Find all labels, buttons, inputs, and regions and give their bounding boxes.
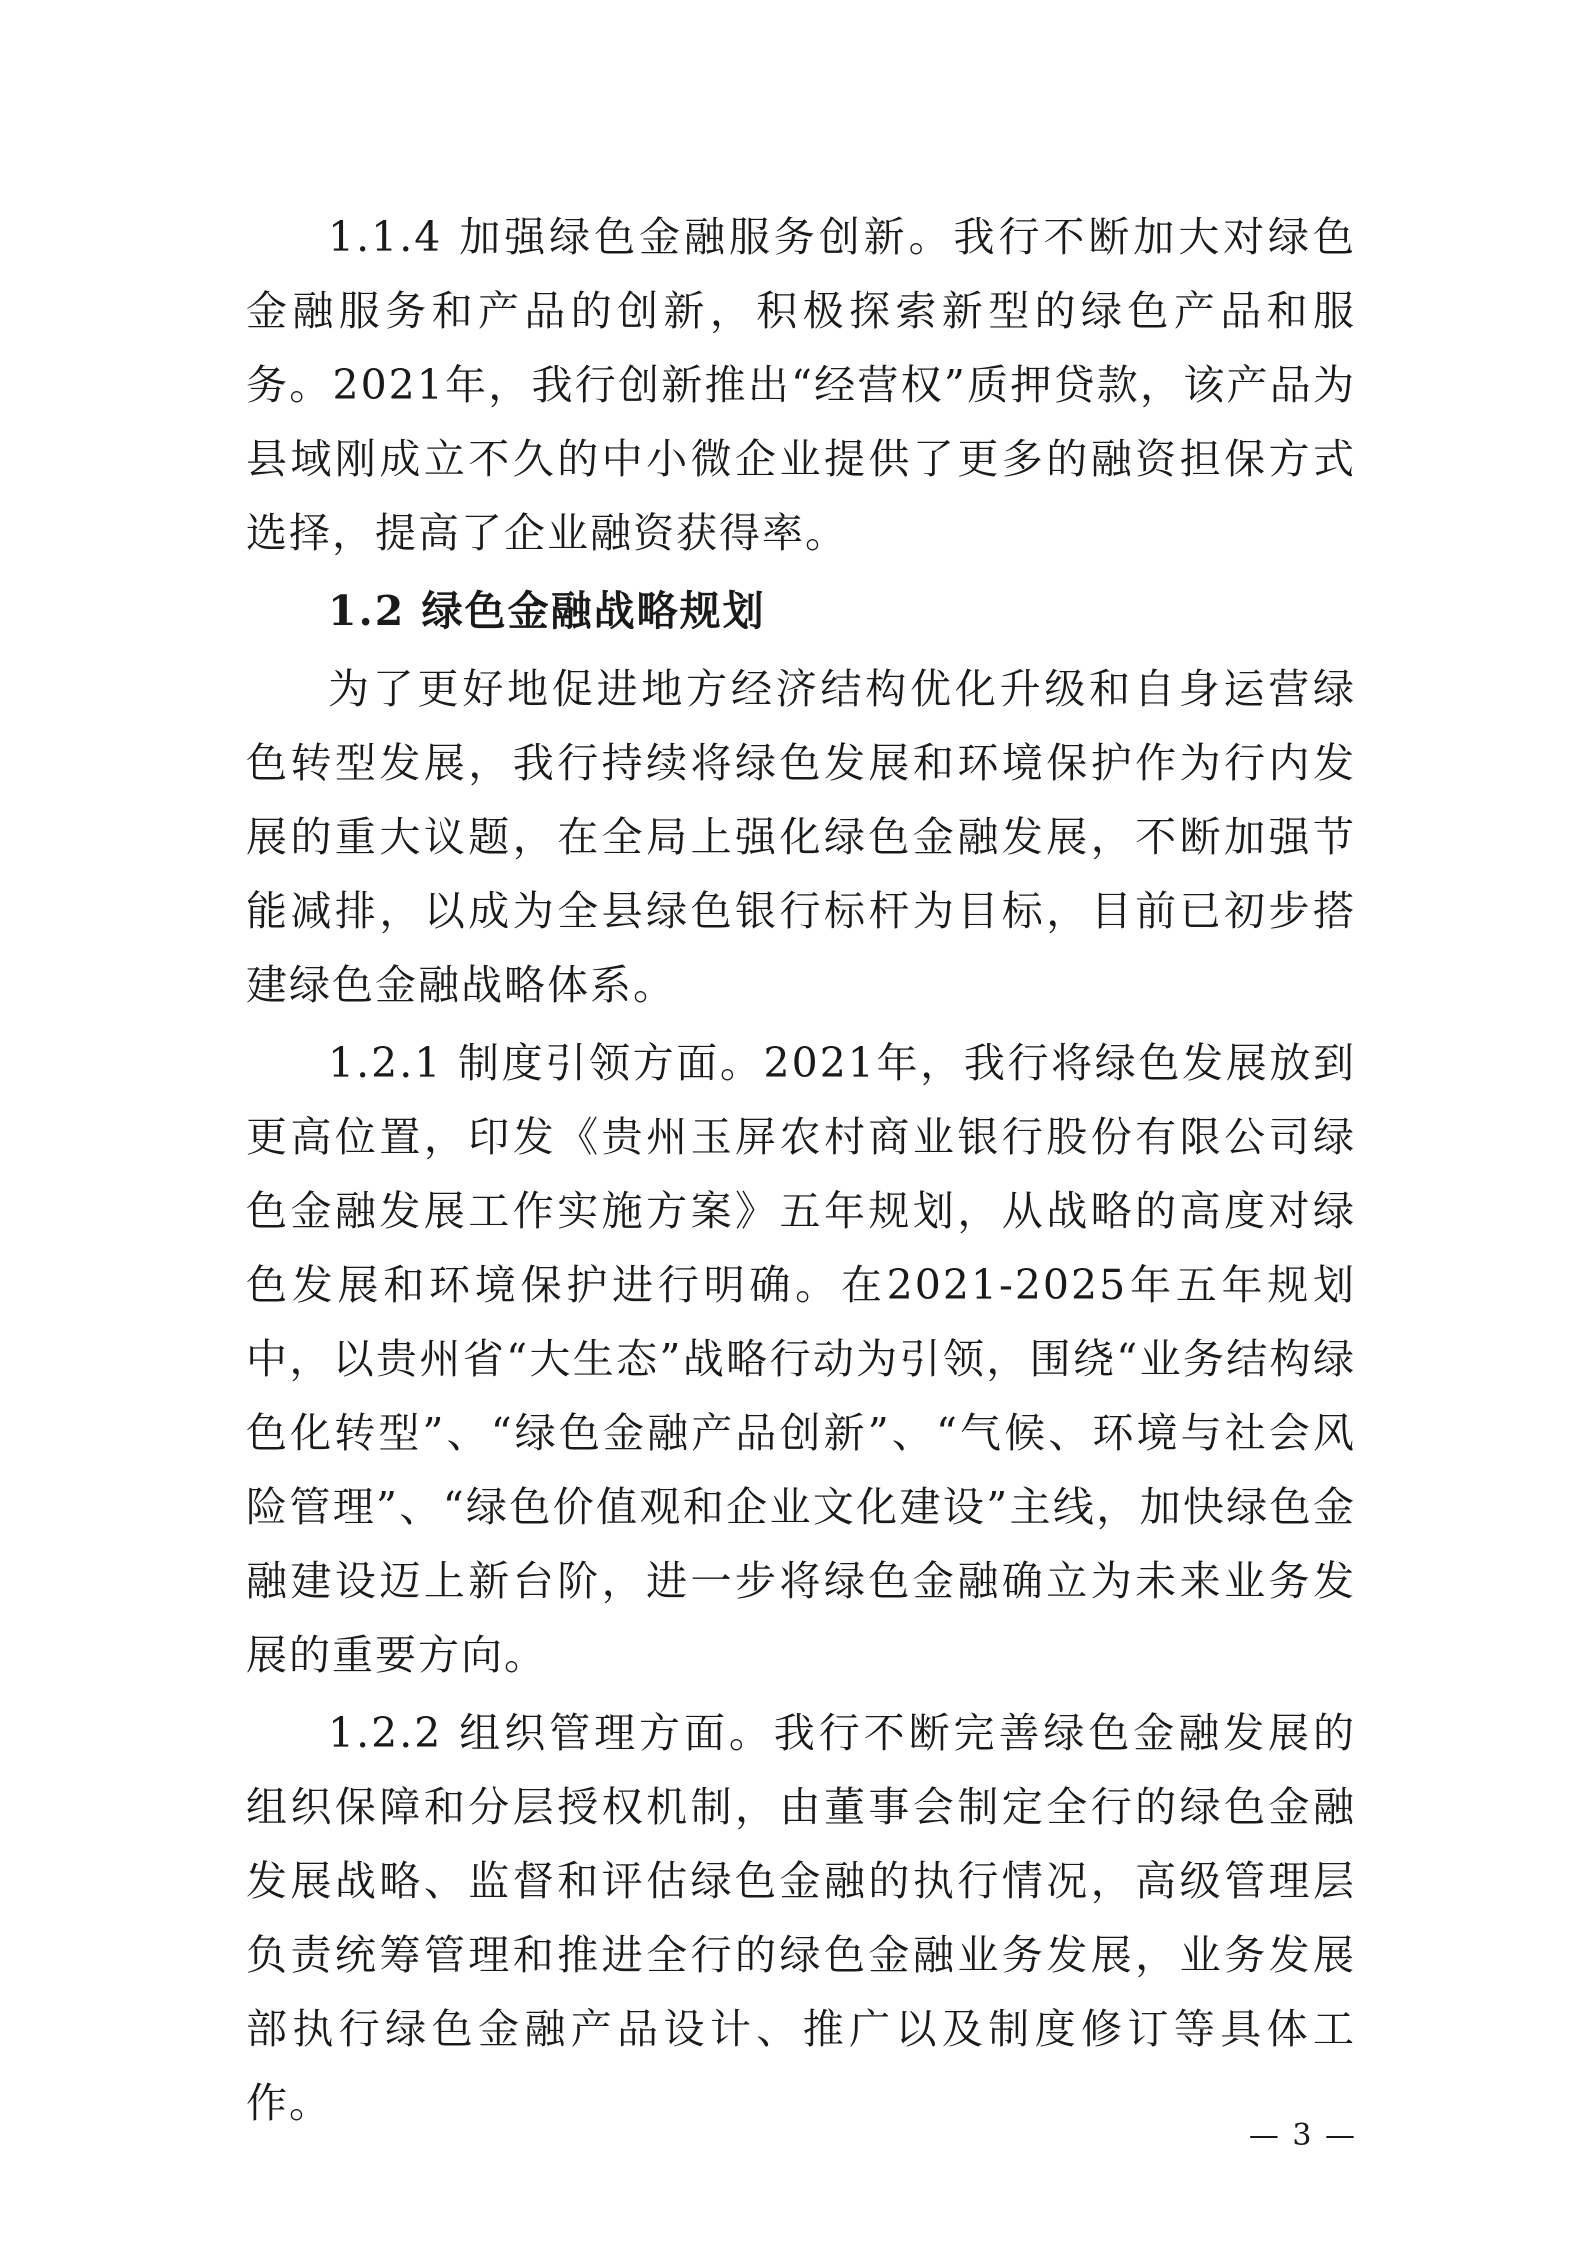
paragraph-1-1-4: 1.1.4 加强绿色金融服务创新。我行不断加大对绿色金融服务和产品的创新，积极探索新型的绿色产品和服务。2021年，我行创新推出“经营权”质押贷款，该产品为县域刚成立不久的中小微企业提供了更多的融资担保方式选择，提高了企业融资获得率。 <box>246 213 1356 557</box>
section-heading-1-2: 1.2 绿色金融战略规划 <box>328 587 766 635</box>
paragraph-1-2-intro: 为了更好地促进地方经济结构优化升级和自身运营绿色转型发展，我行持续将绿色发展和环境保护作为行内发展的重大议题，在全局上强化绿色金融发展，不断加强节能减排，以成为全县绿色银行标杆为目标，目前已初步搭建绿色金融战略体系。 <box>246 665 1356 1009</box>
paragraph-1-2-1: 1.2.1 制度引领方面。2021年，我行将绿色发展放到更高位置，印发《贵州玉屏农村商业银行股份有限公司绿色金融发展工作实施方案》五年规划，从战略的高度对绿色发展和环境保护进行明确。在2021-2025年五年规划中，以贵州省“大生态”战略行动为引领，围绕“业务结构绿色化转型”、“绿色金融产品创新”、“气候、环境与社会风险管理”、“绿色价值观和企业文化建设”主线，加快绿色金融建设迈上新台阶，进一步将绿色金融确立为未来业务发展的重要方向。 <box>246 1039 1356 1679</box>
document-body <box>246 200 1356 2144</box>
paragraph-1-2-2: 1.2.2 组织管理方面。我行不断完善绿色金融发展的组织保障和分层授权机制，由董事会制定全行的绿色金融发展战略、监督和评估绿色金融的执行情况，高级管理层负责统筹管理和推进全行的绿色金融业务发展，业务发展部执行绿色金融产品设计、推广以及制度修订等具体工作。 <box>246 1709 1356 2127</box>
page-number: — 3 — <box>1248 2118 1357 2153</box>
